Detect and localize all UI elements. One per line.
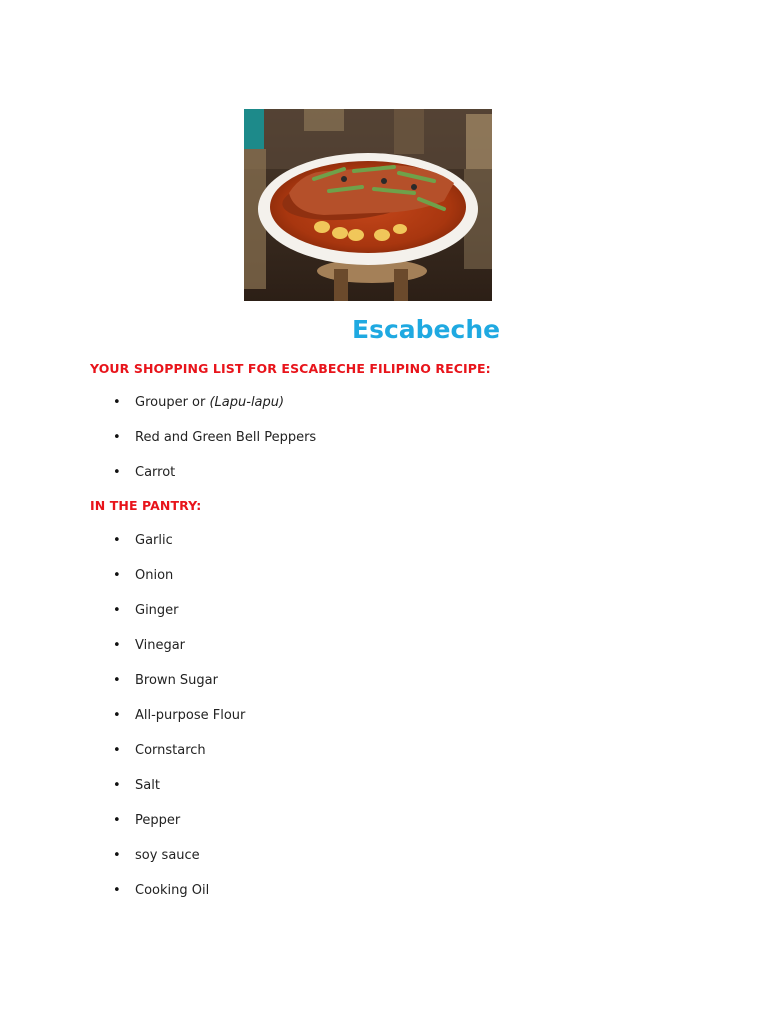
escabeche-dish-photo — [244, 109, 492, 301]
list-item-alt-name: (Lapu-lapu) — [209, 395, 285, 410]
list-item — [0, 846, 245, 881]
bullet-icon: • — [113, 603, 121, 618]
bullet-icon: • — [113, 883, 121, 898]
list-item — [0, 776, 245, 811]
list-item-label: Cooking Oil — [135, 883, 210, 898]
bullet-icon: • — [113, 465, 121, 480]
bullet-icon: • — [113, 708, 121, 723]
shopping-list-heading: YOUR SHOPPING LIST FOR ESCABECHE FILIPINO RECIPE: — [90, 361, 491, 376]
list-item — [0, 463, 316, 498]
list-item — [0, 811, 245, 846]
list-item-label: Red and Green Bell Peppers — [135, 430, 317, 445]
list-item-label: Garlic — [135, 533, 173, 548]
list-item-label: Cornstarch — [135, 743, 206, 758]
bullet-icon: • — [113, 673, 121, 688]
bullet-icon: • — [113, 848, 121, 863]
bullet-icon: • — [113, 638, 121, 653]
list-item — [0, 393, 316, 428]
list-item-label: Brown Sugar — [135, 673, 218, 688]
list-item — [0, 741, 245, 776]
list-item — [0, 428, 316, 463]
list-item — [0, 706, 245, 741]
bullet-icon: • — [113, 813, 121, 828]
list-item-label: Ginger — [135, 603, 179, 618]
list-item-label: soy sauce — [135, 848, 200, 863]
list-item-label: Onion — [135, 568, 174, 583]
bullet-icon: • — [113, 743, 121, 758]
bullet-icon: • — [113, 395, 121, 410]
bullet-icon: • — [113, 430, 121, 445]
list-item-label: Vinegar — [135, 638, 186, 653]
list-item — [0, 881, 245, 916]
list-item — [0, 671, 245, 706]
bullet-icon: • — [113, 778, 121, 793]
list-item-label: Carrot — [135, 465, 176, 480]
list-item — [0, 566, 245, 601]
page-title: Escabeche — [352, 315, 501, 344]
list-item-label: Salt — [135, 778, 160, 793]
bullet-icon: • — [113, 568, 121, 583]
list-item — [0, 636, 245, 671]
shopping-list — [0, 393, 316, 498]
list-item — [0, 601, 245, 636]
list-item-label: Grouper or — [135, 395, 210, 410]
list-item — [0, 531, 245, 566]
pantry-list — [0, 531, 245, 916]
list-item-label: Pepper — [135, 813, 181, 828]
pantry-heading: IN THE PANTRY: — [90, 498, 202, 513]
bullet-icon: • — [113, 533, 121, 548]
list-item-label: All-purpose Flour — [135, 708, 246, 723]
